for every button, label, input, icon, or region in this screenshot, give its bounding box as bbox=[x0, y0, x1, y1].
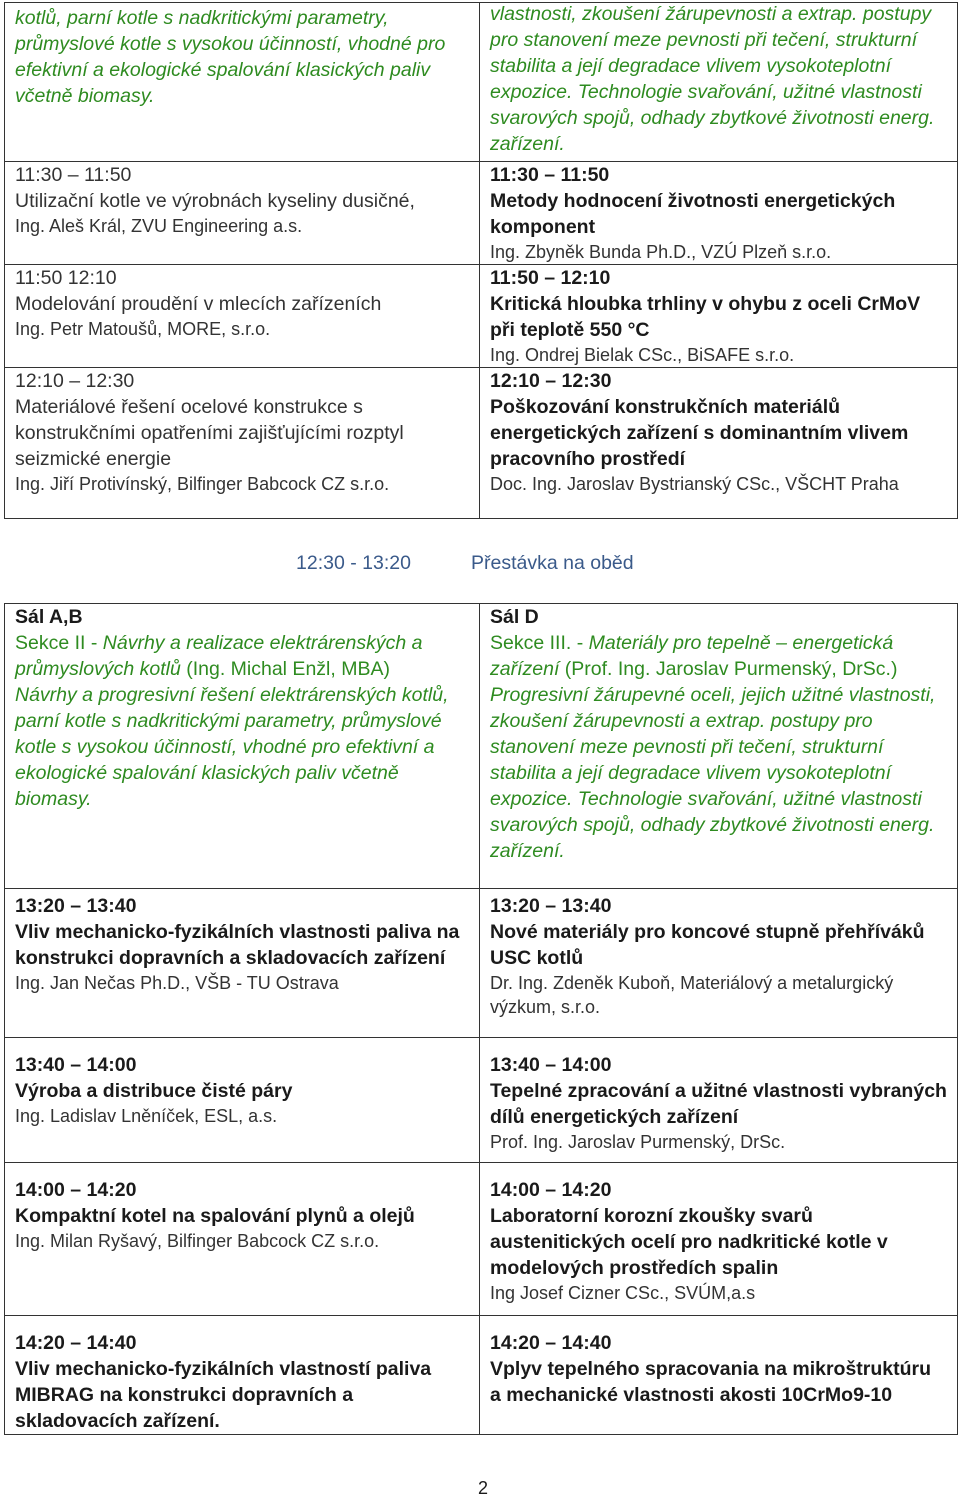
talk-time: 13:40 – 14:00 bbox=[490, 1054, 612, 1076]
right-intro-text: vlastnosti, zkoušení žárupevnosti a extrap. postupy pro stanovení meze pevnosti při tečení, strukturní stabilita a její degradace vlivem vysokoteplotní expozice. Technologie svařování, užitné vlastnosti svarových spojů, odhady zbytkové životnosti energ. zařízení. bbox=[490, 3, 935, 155]
talk-title: Výroba a distribuce čisté páry bbox=[15, 1080, 293, 1102]
left-talk-5 bbox=[5, 1038, 480, 1163]
talk-speaker: Doc. Ing. Jaroslav Bystrianský CSc., VŠCHT Praha bbox=[490, 474, 899, 494]
section-prefix: Sekce II - bbox=[15, 632, 103, 654]
talk-title: Vplyv tepelného spracovania na mikroštruktúru a mechanické vlastnosti akosti 10CrMo9-10 bbox=[490, 1358, 932, 1406]
talk-title: Utilizační kotle ve výrobnách kyseliny dusičné, bbox=[15, 190, 415, 212]
left-section-cell bbox=[5, 604, 480, 889]
talk-title: Vliv mechanicko-fyzikálních vlastností paliva MIBRAG na konstrukci dopravních a skladovacích zařízení. bbox=[15, 1358, 432, 1432]
talk-time: 13:40 – 14:00 bbox=[15, 1054, 137, 1076]
right-talk-2 bbox=[480, 265, 958, 368]
bottom-schedule-table bbox=[4, 603, 958, 1435]
right-talk-3 bbox=[480, 368, 958, 519]
talk-speaker: Ing. Ladislav Lněníček, ESL, a.s. bbox=[15, 1106, 278, 1126]
talk-title: Laboratorní korozní zkoušky svarů austenitických ocelí pro nadkritické kotle v modelových prostředích spalin bbox=[490, 1205, 888, 1279]
talk-speaker: Ing. Aleš Král, ZVU Engineering a.s. bbox=[15, 216, 303, 236]
room-label: Sál D bbox=[490, 606, 539, 628]
talk-time: 12:10 – 12:30 bbox=[15, 370, 135, 392]
right-section-cell bbox=[480, 604, 958, 889]
talk-speaker: Ing. Jan Nečas Ph.D., VŠB - TU Ostrava bbox=[15, 973, 339, 993]
talk-title: Poškozování konstrukčních materiálů energetických zařízení s dominantním vlivem pracovního prostředí bbox=[490, 396, 909, 470]
left-talk-3 bbox=[5, 368, 480, 519]
break-time: 12:30 - 13:20 bbox=[296, 552, 411, 574]
talk-speaker: Ing. Jiří Protivínský, Bilfinger Babcock CZ s.r.o. bbox=[15, 474, 390, 494]
talk-time: 12:10 – 12:30 bbox=[490, 370, 612, 392]
left-intro-cell bbox=[5, 3, 480, 162]
talk-speaker: Ing. Ondrej Bielak CSc., BiSAFE s.r.o. bbox=[490, 345, 795, 365]
talk-title: Tepelné zpracování a užitné vlastnosti vybraných dílů energetických zařízení bbox=[490, 1080, 947, 1128]
section-title: Materiály pro tepelně – energetická zařízení bbox=[490, 632, 894, 680]
right-talk-4 bbox=[480, 889, 958, 1038]
talk-title: Modelování proudění v mlecích zařízeních bbox=[15, 293, 382, 315]
page-number: 2 bbox=[478, 1478, 489, 1498]
talk-time: 13:20 – 13:40 bbox=[15, 895, 137, 917]
talk-title: Metody hodnocení životnosti energetických komponent bbox=[490, 190, 896, 238]
talk-time: 14:00 – 14:20 bbox=[15, 1179, 137, 1201]
right-talk-1 bbox=[480, 162, 958, 265]
left-intro-text: kotlů, parní kotle s nadkritickými parametry, průmyslové kotle s vysokou účinností, vhodné pro efektivní a ekologické spalování klasických paliv včetně biomasy. bbox=[15, 7, 446, 107]
left-talk-7 bbox=[5, 1316, 480, 1435]
talk-speaker: Prof. Ing. Jaroslav Purmenský, DrSc. bbox=[490, 1132, 786, 1152]
section-header bbox=[490, 630, 947, 682]
section-chair: (Prof. Ing. Jaroslav Purmenský, DrSc.) bbox=[559, 658, 898, 680]
talk-speaker: Ing Josef Cizner CSc., SVÚM,a.s bbox=[490, 1283, 756, 1303]
top-schedule-table bbox=[4, 2, 958, 519]
right-talk-6 bbox=[480, 1163, 958, 1316]
right-intro-cell bbox=[480, 3, 958, 162]
talk-title: Kompaktní kotel na spalování plynů a olejů bbox=[15, 1205, 415, 1227]
left-talk-4 bbox=[5, 889, 480, 1038]
talk-time: 13:20 – 13:40 bbox=[490, 895, 612, 917]
talk-speaker: Dr. Ing. Zdeněk Kuboň, Materiálový a metalurgický výzkum, s.r.o. bbox=[490, 973, 894, 1017]
talk-time: 11:30 – 11:50 bbox=[490, 164, 610, 186]
talk-title: Nové materiály pro koncové stupně přehříváků USC kotlů bbox=[490, 921, 925, 969]
right-talk-7 bbox=[480, 1316, 958, 1435]
talk-speaker: Ing. Milan Ryšavý, Bilfinger Babcock CZ s.r.o. bbox=[15, 1231, 380, 1251]
right-talk-5 bbox=[480, 1038, 958, 1163]
section-chair: (Ing. Michal Enžl, MBA) bbox=[180, 658, 390, 680]
talk-time: 14:00 – 14:20 bbox=[490, 1179, 612, 1201]
talk-title: Materiálové řešení ocelové konstrukce s konstrukčními opatřeními zajišťujícími rozptyl seizmické energie bbox=[15, 396, 404, 470]
talk-time: 14:20 – 14:40 bbox=[490, 1332, 612, 1354]
left-talk-6 bbox=[5, 1163, 480, 1316]
section-title: Návrhy a realizace elektrárenských a průmyslových kotlů bbox=[15, 632, 423, 680]
section-description: Návrhy a progresivní řešení elektrárenských kotlů, parní kotle s nadkritickými parametry, průmyslové kotle s vysokou účinností, vhodné pro efektivní a ekologické spalování klasických paliv včetně biomasy. bbox=[15, 684, 449, 810]
talk-time: 11:50 12:10 bbox=[15, 267, 117, 289]
talk-title: Kritická hloubka trhliny v ohybu z oceli CrMoV při teplotě 550 °C bbox=[490, 293, 921, 341]
talk-title: Vliv mechanicko-fyzikálních vlastnosti paliva na konstrukci dopravních a skladovacích zařízení bbox=[15, 921, 460, 969]
break-label: Přestávka na oběd bbox=[471, 552, 634, 574]
talk-speaker: Ing. Zbyněk Bunda Ph.D., VZÚ Plzeň s.r.o. bbox=[490, 242, 832, 262]
talk-speaker: Ing. Petr Matoušů, MORE, s.r.o. bbox=[15, 319, 271, 339]
left-talk-2 bbox=[5, 265, 480, 368]
left-talk-1 bbox=[5, 162, 480, 265]
talk-time: 11:50 – 12:10 bbox=[490, 267, 611, 289]
section-prefix: Sekce III. - bbox=[490, 632, 589, 654]
talk-time: 11:30 – 11:50 bbox=[15, 164, 132, 186]
section-description: Progresivní žárupevné oceli, jejich užitné vlastnosti, zkoušení žárupevnosti a extrap. postupy pro stanovení meze pevnosti při tečení, strukturní stabilita a její degradace vlivem vysokoteplotní expozice. Technologie svařování, užitné vlastnosti svarových spojů, odhady zbytkové životnosti energ. zařízení. bbox=[490, 684, 936, 862]
room-label: Sál A,B bbox=[15, 606, 83, 628]
talk-time: 14:20 – 14:40 bbox=[15, 1332, 137, 1354]
section-header bbox=[15, 630, 469, 682]
